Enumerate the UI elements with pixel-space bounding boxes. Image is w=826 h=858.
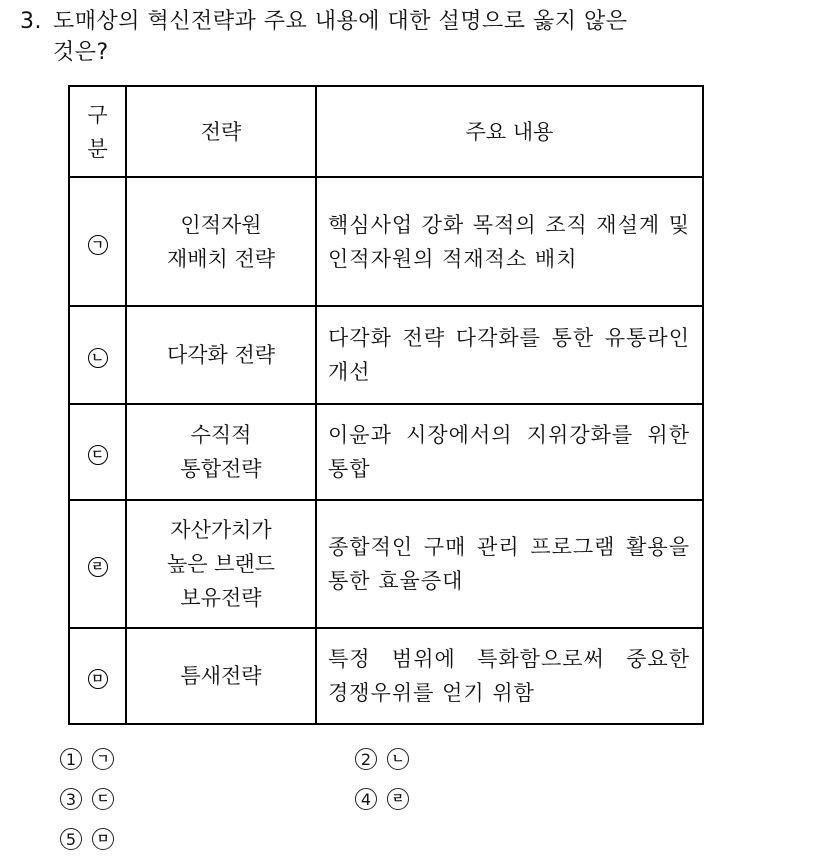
question-line-1 xyxy=(20,6,810,37)
answer-option-4[interactable] xyxy=(355,785,409,813)
option-label: ㄱ xyxy=(92,748,114,770)
question-number: 3. xyxy=(20,9,42,34)
option-label: ㄷ xyxy=(92,788,114,810)
question-text: 도매상의 혁신전략과 주요 내용에 대한 설명으로 옳지 않은 xyxy=(53,9,628,34)
option-label: ㄹ xyxy=(387,788,409,810)
question-stem xyxy=(20,6,810,68)
strategy-line: 통합전략 xyxy=(180,457,262,481)
strategy-cell xyxy=(126,306,316,404)
header-content: 주요 내용 xyxy=(316,86,703,177)
circled-label: ㄱ xyxy=(88,235,108,255)
header-gubun-bottom: 분 xyxy=(87,136,108,161)
answer-option-3[interactable] xyxy=(60,785,114,813)
strategy-line: 인적자원 xyxy=(180,212,262,237)
answer-option-2[interactable] xyxy=(355,745,409,773)
strategy-line: 높은 브랜드 xyxy=(166,552,276,576)
table-row xyxy=(69,306,703,404)
strategy-line: 자산가치가 xyxy=(170,518,272,542)
header-gubun xyxy=(69,86,126,177)
strategy-table xyxy=(68,85,704,725)
strategy-cell xyxy=(126,628,316,724)
answer-option-1[interactable] xyxy=(60,745,114,773)
strategy-cell xyxy=(126,404,316,500)
content-cell: 다각화 전략 다각화를 통한 유통라인 개선 xyxy=(316,306,703,404)
strategy-line: 보유전략 xyxy=(180,586,262,610)
table-row xyxy=(69,628,703,724)
content-cell: 특정 범위에 특화함으로써 중요한 경쟁우위를 얻기 위함 xyxy=(316,628,703,724)
table-row xyxy=(69,177,703,306)
question-line-2: 것은? xyxy=(53,40,109,65)
header-strategy: 전략 xyxy=(126,86,316,177)
option-label: ㄴ xyxy=(387,748,409,770)
option-number: 1 xyxy=(60,748,82,770)
content-cell: 핵심사업 강화 목적의 조직 재설계 및 인적자원의 적재적소 배치 xyxy=(316,177,703,306)
option-number: 3 xyxy=(60,788,82,810)
circled-label: ㅁ xyxy=(88,669,108,689)
option-label: ㅁ xyxy=(92,828,114,850)
option-number: 2 xyxy=(355,748,377,770)
table-header-row xyxy=(69,86,703,177)
strategy-line: 재배치 전략 xyxy=(166,246,276,271)
option-number: 5 xyxy=(60,828,82,850)
row-label-cell xyxy=(69,628,126,724)
row-label-cell xyxy=(69,177,126,306)
row-label-cell xyxy=(69,404,126,500)
answer-option-5[interactable] xyxy=(60,825,114,853)
header-gubun-top: 구 xyxy=(87,102,108,127)
circled-label: ㄴ xyxy=(88,348,108,368)
row-label-cell xyxy=(69,500,126,628)
content-cell: 종합적인 구매 관리 프로그램 활용을 통한 효율증대 xyxy=(316,500,703,628)
table-row xyxy=(69,404,703,500)
strategy-line: 다각화 전략 xyxy=(166,343,276,367)
content-cell: 이윤과 시장에서의 지위강화를 위한 통합 xyxy=(316,404,703,500)
strategy-line: 틈새전략 xyxy=(180,664,262,688)
strategy-cell xyxy=(126,177,316,306)
option-number: 4 xyxy=(355,788,377,810)
table-row xyxy=(69,500,703,628)
strategy-line: 수직적 xyxy=(190,423,252,447)
circled-label: ㄹ xyxy=(88,557,108,577)
circled-label: ㄷ xyxy=(88,445,108,465)
strategy-cell xyxy=(126,500,316,628)
row-label-cell xyxy=(69,306,126,404)
